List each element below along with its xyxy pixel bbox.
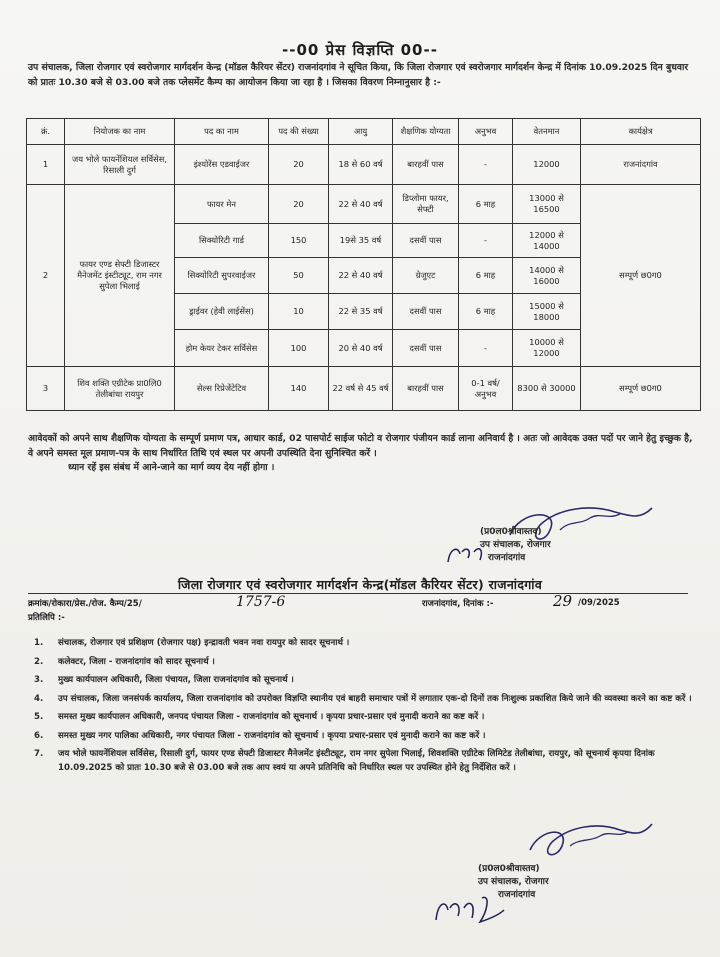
cell-age: 19से 35 वर्ष bbox=[329, 224, 393, 258]
cell-count: 20 bbox=[269, 145, 329, 185]
list-item: 6. समस्त मुख्य नगर पालिका अधिकारी, नगर पंचायत जिला - राजनांदगांव को सूचनार्थ । कृपया प्रचार-प्रसार एवं मुनादी कराने का कष्ट करें । bbox=[34, 730, 486, 741]
header-post: पद का नाम bbox=[175, 119, 269, 145]
cell-sno: 3 bbox=[27, 367, 65, 411]
cell-area: राजनांदगांव bbox=[581, 145, 701, 185]
cell-qualification: डिप्लोमा फायर, सेफ्टी bbox=[393, 185, 459, 224]
cell-post: सेल्स रिप्रेजेंटेटिव bbox=[175, 367, 269, 411]
header-qualification: शैक्षणिक योग्यता bbox=[393, 119, 459, 145]
signatory-place: राजनांदगांव bbox=[488, 553, 526, 563]
cell-age: 22 से 35 वर्ष bbox=[329, 294, 393, 330]
header-count: पद की संख्या bbox=[269, 119, 329, 145]
signatory-designation: उप संचालक, रोजगार bbox=[480, 540, 551, 550]
cell-employer: फायर एण्ड सेफ्टी डिजास्टर मैनेजमेंट इंस्टीट्यूट, राम नगर सुपेला भिलाई bbox=[65, 185, 175, 367]
cell-experience: 0-1 वर्ष/ अनुभव bbox=[459, 367, 513, 411]
cell-post: इंश्योरेंस एडवाईजर bbox=[175, 145, 269, 185]
list-item: 4. उप संचालक, जिला जनसंपर्क कार्यालय, जिला राजनांदगांव को उपरोक्त विज्ञप्ति स्थानीय एवं बाहरी समाचार पत्रों में लगातार एक-दो दिनों तक निःशुल्क प्रकाशित किये जाने की व्यवस्था करने का कष्ट करें । bbox=[34, 693, 692, 704]
cell-post: ड्राईवर (हेवी लाईसेंस) bbox=[175, 294, 269, 330]
list-item: 7. जय भोले फायनेंशियल सर्विसेस, रिसाली दुर्ग, फायर एण्ड सेफ्टी डिजास्टर मैनेजमेंट इंस्टीट्यूट, राम नगर सुपेला भिलाई, शिवशक्ति एग्रीटेक लिमिटेड तेलीबांधा, रायपुर, को सूचनार्थ कृपया दिनांक 10.09.2025 को प्रातः 10.30 बजे से 03.00 बजे तक आप स्वयं या अपने प्रतिनिधि को निर्धारित स्थल पर उपस्थित होने हेतु निर्देशित करें । bbox=[34, 749, 655, 773]
cell-post: फायर मेन bbox=[175, 185, 269, 224]
cell-salary: 12000 bbox=[513, 145, 581, 185]
cell-qualification: ग्रेजुएट bbox=[393, 258, 459, 294]
cell-experience: - bbox=[459, 145, 513, 185]
signature-block bbox=[478, 863, 678, 902]
header-experience: अनुभव bbox=[459, 119, 513, 145]
signatory-designation: उप संचालक, रोजगार bbox=[478, 877, 549, 887]
cell-area: सम्पूर्ण छ0ग0 bbox=[581, 367, 701, 411]
cell-experience: 6 माह bbox=[459, 185, 513, 224]
heading-underline bbox=[28, 593, 688, 594]
instructions-closing: ध्यान रहें इस संबंध में आने-जाने का मार्ग व्यय देय नहीं होगा । bbox=[68, 462, 275, 473]
cell-employer: जय भोले फायनेंशियल सर्विसेस, रिसाली दुर्ग bbox=[65, 145, 175, 185]
cell-salary: 15000 से 18000 bbox=[513, 294, 581, 330]
instructions-body: आवेदकों को अपने साथ शैक्षणिक योग्यता के सम्पूर्ण प्रमाण पत्र, आधार कार्ड, 02 पासपोर्ट साईज फोटो व रोजगार पंजीयन कार्ड लाना अनिवार्य है । अतः जो आवेदक उक्त पदों पर जाने हेतु इच्छुक है, वे अपने समस्त मूल प्रमाण-पत्र के साथ निर्धारित तिथि एवं स्थल पर अपनी उपस्थिति देना सुनिश्चित करें । bbox=[28, 433, 693, 459]
list-item: 3. मुख्य कार्यपालन अधिकारी, जिला पंचायत, जिला राजनांदगांव को सूचनार्थ । bbox=[34, 675, 294, 685]
cell-count: 20 bbox=[269, 185, 329, 224]
cell-age: 22 वर्ष से 45 वर्ष bbox=[329, 367, 393, 411]
header-employer: नियोजक का नाम bbox=[65, 119, 175, 145]
signature-block bbox=[480, 526, 680, 565]
header-age: आयु bbox=[329, 119, 393, 145]
table-header-row bbox=[27, 119, 701, 145]
cell-count: 10 bbox=[269, 294, 329, 330]
cell-experience: - bbox=[459, 224, 513, 258]
cell-experience: - bbox=[459, 330, 513, 367]
table-row bbox=[27, 145, 701, 185]
cell-age: 22 से 40 वर्ष bbox=[329, 258, 393, 294]
cell-count: 140 bbox=[269, 367, 329, 411]
cell-post: होम केयर टेकर सर्विसेस bbox=[175, 330, 269, 367]
signatory-name: (प्र0ल0श्रीवास्तव) bbox=[478, 864, 540, 874]
cell-salary: 14000 से 16000 bbox=[513, 258, 581, 294]
header-area: कार्यक्षेत्र bbox=[581, 119, 701, 145]
intro-paragraph: उप संचालक, जिला रोजगार एवं स्वरोजगार मार्गदर्शन केन्द्र (मॉडल कैरियर सेंटर) राजनांदगांव ने सूचित किया, कि जिला रोजगार एवं स्वरोजगार मार्गदर्शन केन्द्र में दिनांक 10.09.2025 दिन बुधवार को प्रातः 10.30 बजे से 03.00 बजे तक प्लेसमेंट कैम्प का आयोजन किया जा रहा है । जिसका विवरण निम्नानुसार है :- bbox=[28, 62, 689, 88]
date-month-year: /09/2025 bbox=[578, 598, 620, 608]
cell-age: 20 से 40 वर्ष bbox=[329, 330, 393, 367]
cell-qualification: दसवीं पास bbox=[393, 330, 459, 367]
cell-qualification: दसवीं पास bbox=[393, 294, 459, 330]
list-item: 5. समस्त मुख्य कार्यपालन अधिकारी, जनपद पंचायत जिला - राजनांदगांव को सूचनार्थ । कृपया प्रचार-प्रसार एवं मुनादी कराने का कष्ट करें । bbox=[34, 712, 485, 722]
list-item: 1. संचालक, रोजगार एवं प्रशिक्षण (रोजगार पक्ष) इन्द्रावती भवन नवा रायपुर को सादर सूचनार्थ । bbox=[34, 638, 350, 648]
cell-post: सिक्योरिटी सुपरवाईजर bbox=[175, 258, 269, 294]
cell-salary: 13000 से 16500 bbox=[513, 185, 581, 224]
cell-qualification: बारहवीं पास bbox=[393, 367, 459, 411]
office-heading: जिला रोजगार एवं स्वरोजगार मार्गदर्शन केन्द्र(मॉडल कैरियर सेंटर) राजनांदगांव bbox=[177, 577, 543, 592]
cell-qualification: दसवीं पास bbox=[393, 224, 459, 258]
cell-area: सम्पूर्ण छ0ग0 bbox=[581, 185, 701, 367]
signatory-place: राजनांदगांव bbox=[498, 890, 536, 900]
cell-experience: 6 माह bbox=[459, 294, 513, 330]
cell-age: 18 से 60 वर्ष bbox=[329, 145, 393, 185]
copy-to-label: प्रतिलिपि :- bbox=[28, 613, 65, 623]
cell-age: 22 से 40 वर्ष bbox=[329, 185, 393, 224]
cell-sno: 1 bbox=[27, 145, 65, 185]
distribution-list bbox=[34, 636, 694, 780]
cell-qualification: बारहवीं पास bbox=[393, 145, 459, 185]
reference-number: 1757-6 bbox=[236, 594, 286, 610]
cell-salary: 10000 से 12000 bbox=[513, 330, 581, 367]
press-release-title: --00 प्रेस विज्ञप्ति 00-- bbox=[282, 41, 438, 59]
cell-salary: 12000 से 14000 bbox=[513, 224, 581, 258]
cell-count: 100 bbox=[269, 330, 329, 367]
cell-post: सिक्योरिटी गार्ड bbox=[175, 224, 269, 258]
cell-experience: 6 माह bbox=[459, 258, 513, 294]
cell-employer: शिव शक्ति एग्रीटेक प्रा0लि0 तेलीबांधा रायपुर bbox=[65, 367, 175, 411]
header-salary: वेतनमान bbox=[513, 119, 581, 145]
reference-prefix: क्रमांक/रोकारा/प्रेस./रोज. कैम्प/25/ bbox=[28, 599, 142, 609]
header-sno: क्रं. bbox=[27, 119, 65, 145]
list-item: 2. कलेक्टर, जिला - राजनांदगांव को सादर सूचनार्थ । bbox=[34, 656, 215, 667]
cell-count: 50 bbox=[269, 258, 329, 294]
placement-table bbox=[26, 118, 701, 411]
place-date-label: राजनांदगांव, दिनांक :- bbox=[422, 599, 494, 609]
handwritten-date: 29 bbox=[553, 592, 573, 610]
signatory-name: (प्र0ल0श्रीवास्तव) bbox=[480, 527, 542, 537]
table-row bbox=[27, 185, 701, 224]
cell-sno: 2 bbox=[27, 185, 65, 367]
instructions-paragraph bbox=[28, 432, 700, 476]
table-row bbox=[27, 367, 701, 411]
cell-salary: 8300 से 30000 bbox=[513, 367, 581, 411]
cell-count: 150 bbox=[269, 224, 329, 258]
